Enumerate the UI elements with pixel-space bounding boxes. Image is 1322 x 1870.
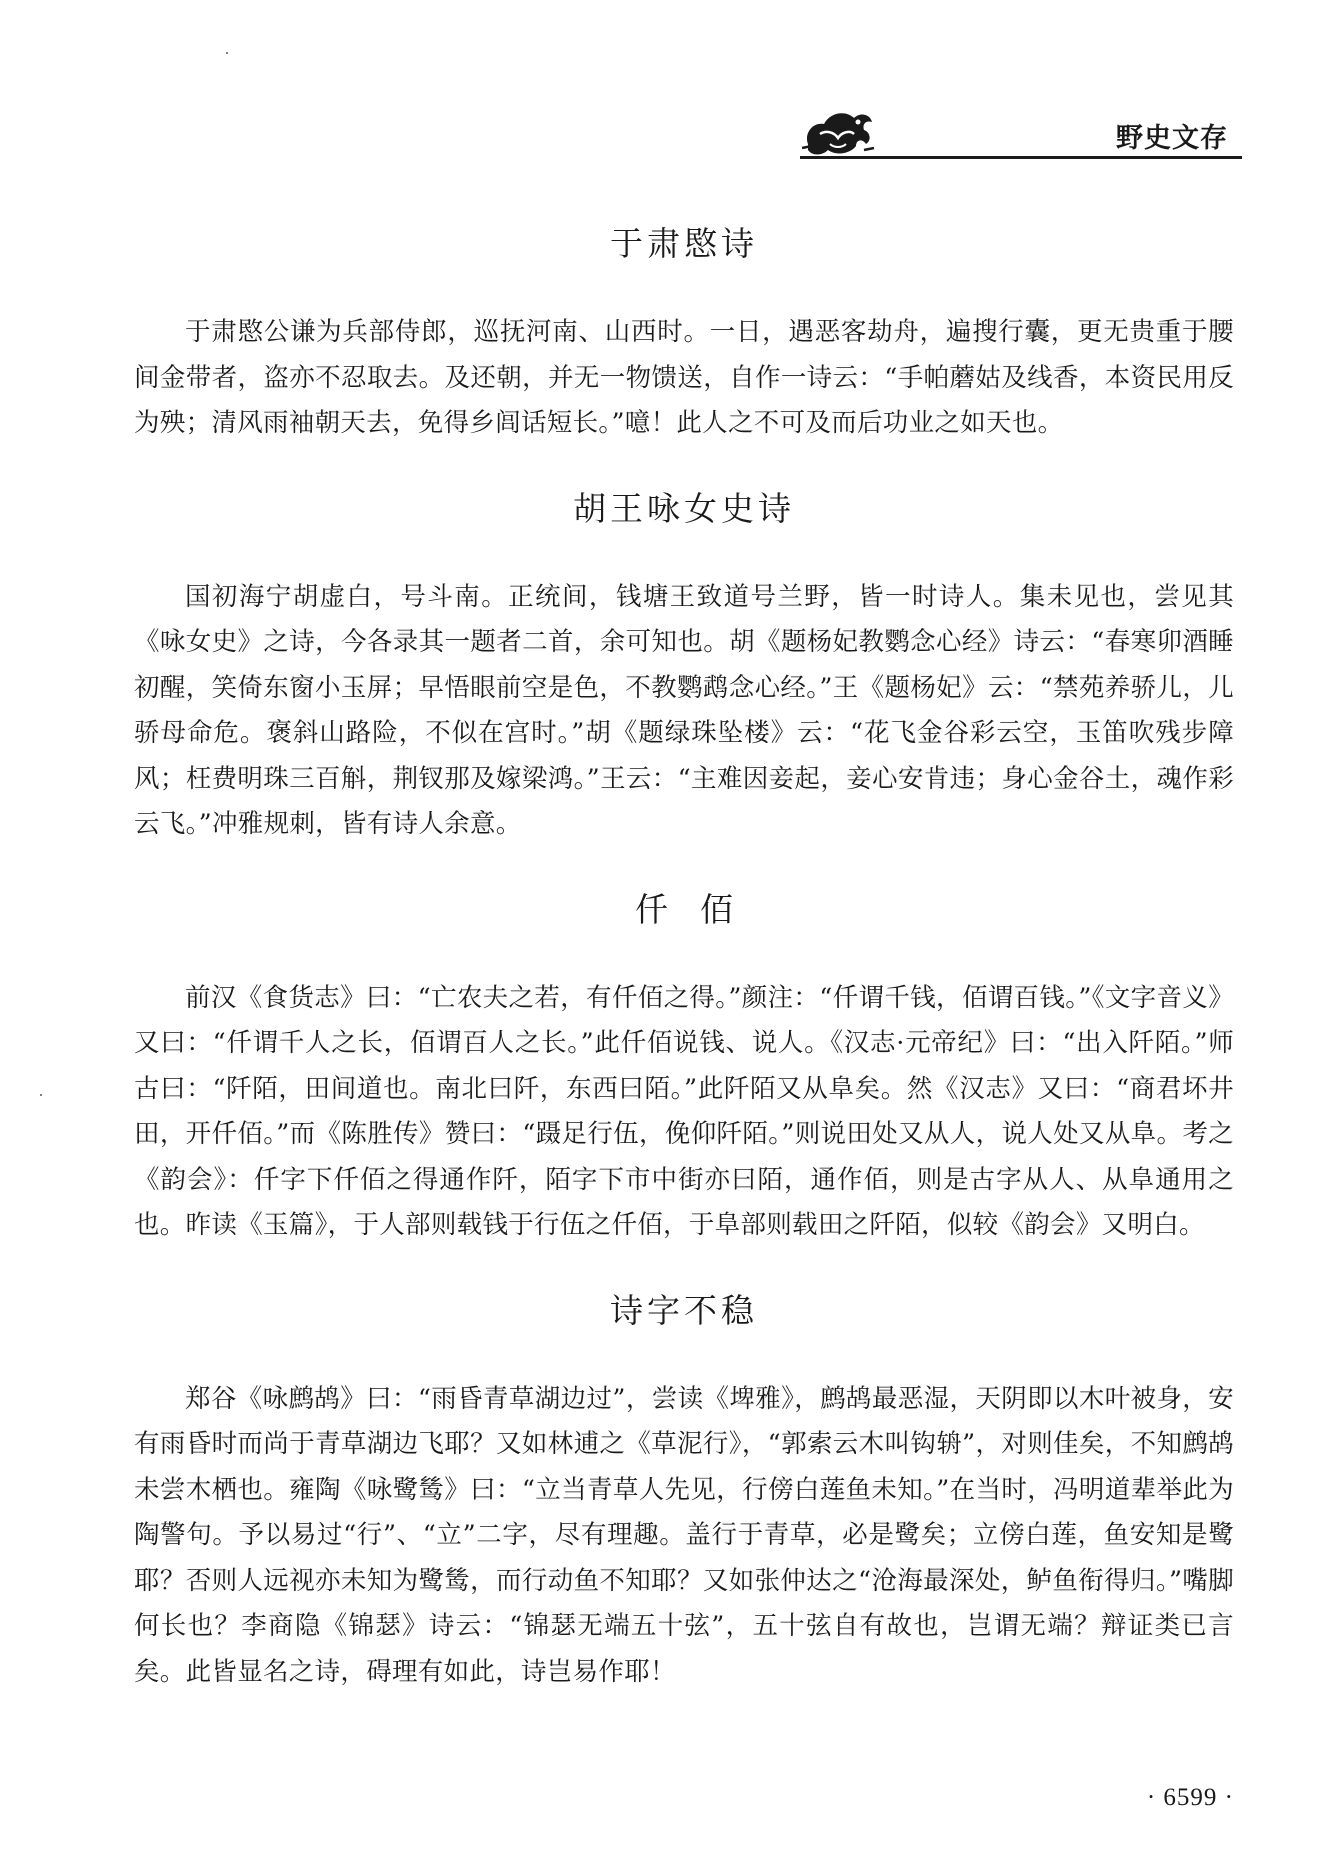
page-content bbox=[134, 222, 1234, 1735]
series-title: 野史文存 bbox=[1116, 123, 1228, 154]
article-body: 国初海宁胡虚白，号斗南。正统间，钱塘王致道号兰野，皆一时诗人。集未见也，尝见其《咏女史》之诗，今各录其一题者二首，余可知也。胡《题杨妃教鹦念心经》诗云：“春寒卯酒睡初醒，笑倚东窗小玉屏；早悟眼前空是色，不教鹦鹉念心经。”王《题杨妃》云：“禁苑养骄儿，儿骄母命危。褒斜山路险，不似在宫时。”胡《题绿珠坠楼》云：“花飞金谷彩云空，玉笛吹残步障风；枉费明珠三百斛，荆钗那及嫁梁鸿。”王云：“主难因妾起，妾心安肯违；身心金谷土，魂作彩云飞。”冲雅规刺，皆有诗人余意。 bbox=[134, 581, 1234, 839]
scan-speck bbox=[226, 52, 228, 54]
article bbox=[134, 888, 1234, 1249]
article-title: 胡王咏女史诗 bbox=[573, 488, 795, 528]
article-body: 前汉《食货志》曰：“亡农夫之若，有仟佰之得。”颜注：“仟谓千钱，佰谓百钱。”《文字音义》又曰：“仟谓千人之长，佰谓百人之长。”此仟佰说钱、说人。《汉志·元帝纪》曰：“出入阡陌。”师古曰：“阡陌，田间道也。南北曰阡，东西曰陌。”此阡陌又从阜矣。然《汉志》又曰：“商君坏井田，开仟佰。”而《陈胜传》赞曰：“蹑足行伍，俛仰阡陌。”则说田处又从人，说人处又从阜。考之《韵会》：仟字下仟佰之得通作阡，陌字下市中街亦曰陌，通作佰，则是古字从人、从阜通用之也。昨读《玉篇》，于人部则载钱于行伍之仟佰，于阜部则载田之阡陌，似较《韵会》又明白。 bbox=[134, 982, 1234, 1240]
article-title: 诗字不稳 bbox=[610, 1290, 758, 1330]
article-body: 郑谷《咏鹧鸪》曰：“雨昏青草湖边过”，尝读《埤雅》，鹧鸪最恶湿，天阴即以木叶被身，安有雨昏时而尚于青草湖边飞耶？又如林逋之《草泥行》，“郭索云木叫钩辀”，对则佳矣，不知鹧鸪未尝木栖也。雍陶《咏鹭鸶》曰：“立当青草人先见，行傍白莲鱼未知。”在当时，冯明道辈举此为陶警句。予以易过“行”、“立”二字，尽有理趣。盖行于青草，必是鹭矣；立傍白莲，鱼安知是鹭耶？否则人远视亦未知为鹭鸶，而行动鱼不知耶？又如张仲达之“沧海最深处，鲈鱼衔得归。”嘴脚何长也？李商隐《锦瑟》诗云：“锦瑟无端五十弦”，五十弦自有故也，岂谓无端？辩证类已言矣。此皆显名之诗，碍理有如此，诗岂易作耶！ bbox=[134, 1383, 1234, 1687]
article bbox=[134, 487, 1234, 848]
page-number: · 6599 · bbox=[1146, 1784, 1234, 1811]
running-header bbox=[800, 108, 1242, 164]
article-body: 于肃愍公谦为兵部侍郎，巡抚河南、山西时。一日，遇恶客劫舟，遍搜行囊，更无贵重于腰间金带者，盗亦不忍取去。及还朝，并无一物馈送，自作一诗云：“手帕蘑姑及线香，本资民用反为殃；清风雨袖朝天去，免得乡闾话短长。”噫！此人之不可及而后功业之如天也。 bbox=[134, 317, 1234, 438]
article-title: 于肃愍诗 bbox=[610, 224, 758, 263]
header-rule bbox=[800, 156, 1242, 159]
scan-speck bbox=[40, 1094, 42, 1096]
article bbox=[134, 1289, 1234, 1696]
dragon-icon bbox=[800, 104, 876, 162]
article-title: 仟佰 bbox=[635, 889, 765, 929]
article bbox=[134, 222, 1234, 447]
